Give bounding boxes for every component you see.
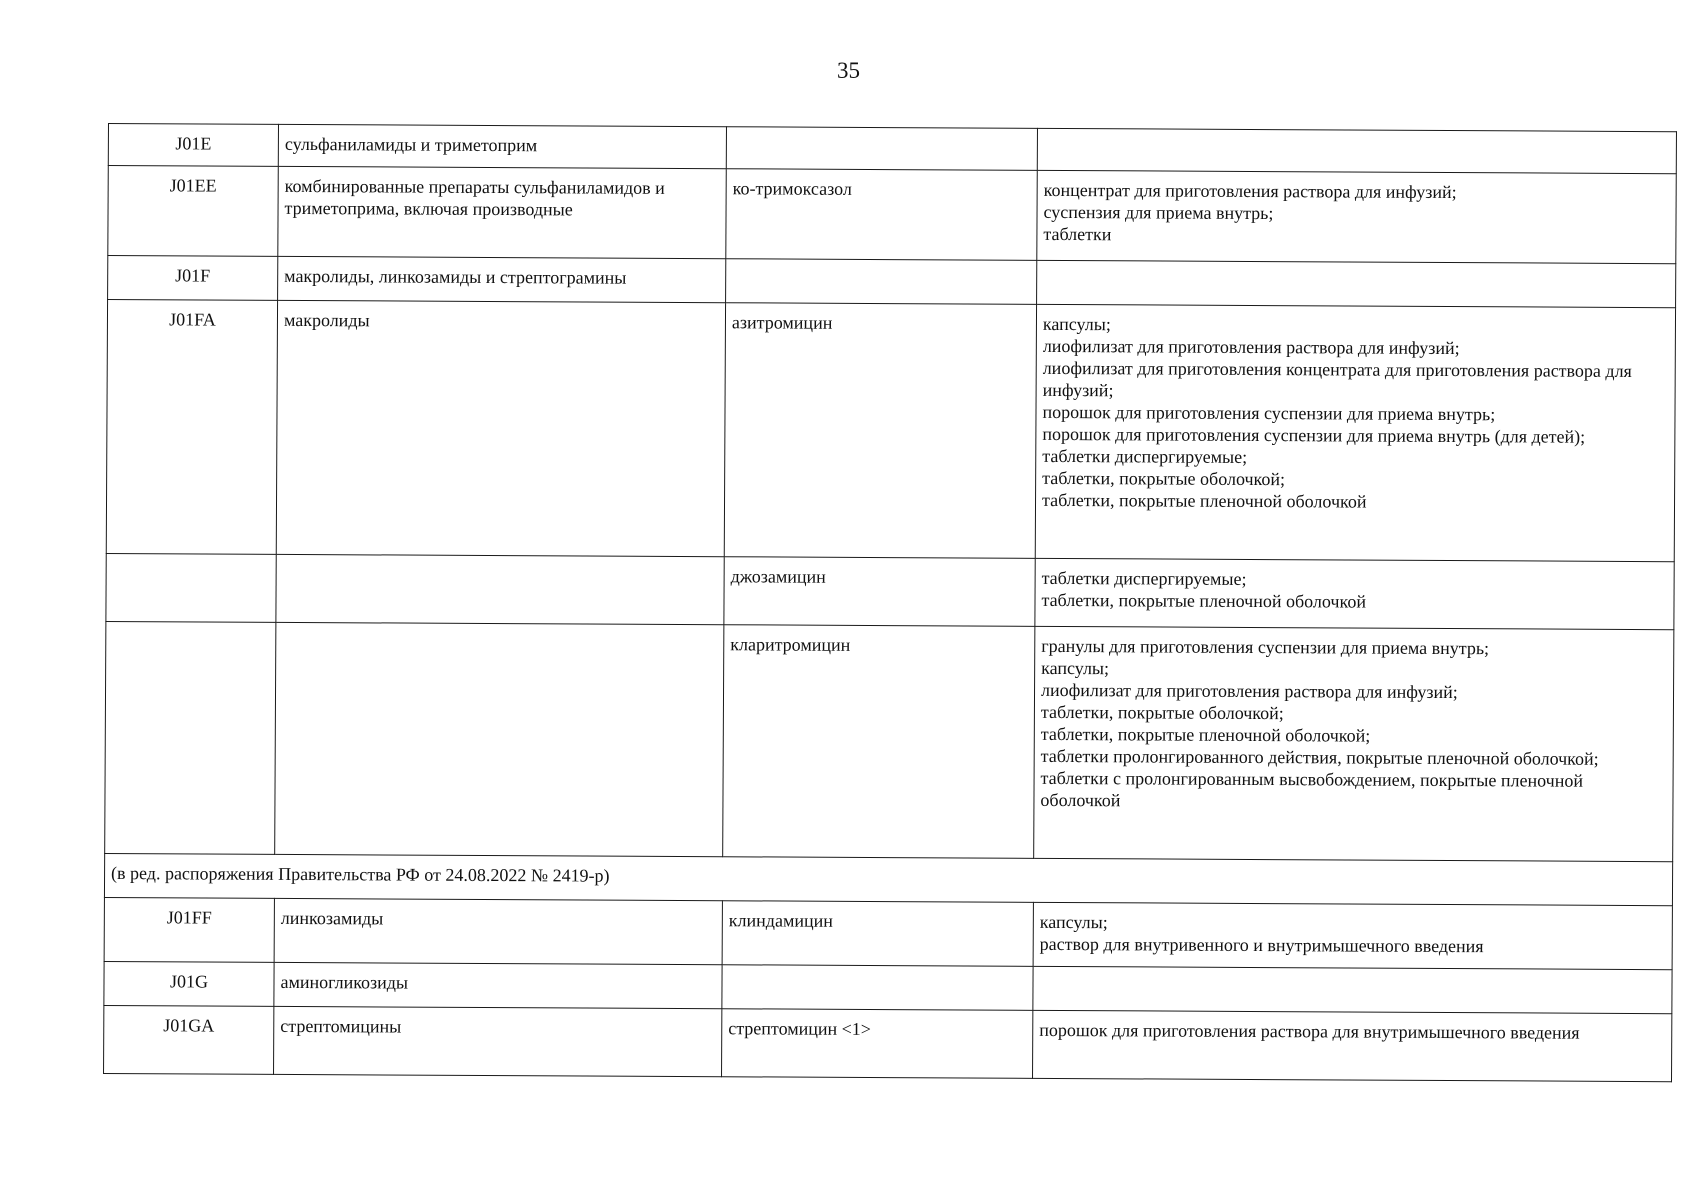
- dosage-forms-cell: [1035, 558, 1674, 629]
- group-name-cell: макролиды: [276, 300, 725, 556]
- dosage-form: таблетки, покрытые оболочкой;: [1040, 701, 1284, 724]
- dosage-form: капсулы;: [1042, 313, 1111, 335]
- dosage-form: таблетки диспергируемые;: [1042, 445, 1248, 467]
- dosage-forms-cell: [1033, 902, 1672, 969]
- table-row: [105, 621, 1674, 861]
- group-name-cell: аминогликозиды: [274, 962, 722, 1008]
- dosage-form: порошок для приготовления раствора для внутримышечного введения: [1039, 1019, 1580, 1043]
- atc-code-cell: J01E: [108, 124, 278, 167]
- dosage-form: гранулы для приготовления суспензии для приема внутрь;: [1041, 635, 1490, 659]
- dosage-form: таблетки, покрытые пленочной оболочкой;: [1040, 723, 1371, 746]
- dosage-form: порошок для приготовления суспензии для приема внутрь;: [1042, 401, 1496, 425]
- dosage-form: капсулы;: [1041, 657, 1110, 679]
- dosage-form: лиофилизат для приготовления раствора для инфузий;: [1042, 335, 1460, 359]
- atc-code-cell: J01GA: [104, 1005, 274, 1074]
- dosage-forms-cell: [1037, 170, 1676, 263]
- dosage-form: лиофилизат для приготовления концентрата для приготовления раствора для инфузий;: [1042, 357, 1632, 401]
- group-name-cell: линкозамиды: [274, 898, 722, 964]
- group-name-cell: макролиды, линкозамиды и стрептограмины: [278, 256, 726, 302]
- dosage-forms-cell: [1035, 304, 1675, 561]
- atc-code-cell: J01FF: [104, 897, 274, 962]
- dosage-form: суспензия для приема внутрь;: [1043, 201, 1274, 224]
- amendment-note: (в ред. распоряжения Правительства РФ от 24.08.2022 № 2419-р): [104, 853, 1672, 905]
- drug-name-cell: [722, 965, 1033, 1011]
- drug-name-cell: [726, 259, 1037, 305]
- drug-name-cell: кларитромицин: [723, 625, 1035, 859]
- table-body: [104, 124, 1677, 1082]
- drug-name-cell: [726, 127, 1037, 171]
- dosage-form: концентрат для приготовления раствора для инфузий;: [1043, 179, 1457, 203]
- atc-code-cell: J01FA: [106, 300, 277, 555]
- dosage-forms-cell: [1033, 1010, 1672, 1081]
- group-name-cell: [276, 554, 724, 624]
- atc-code-cell: [106, 553, 276, 622]
- drug-name-cell: клиндамицин: [722, 901, 1033, 967]
- atc-code-cell: [105, 621, 276, 854]
- table-row: [108, 166, 1676, 264]
- dosage-form: таблетки с пролонгированным высвобождением, покрытые пленочной оболочкой: [1040, 767, 1584, 811]
- group-name-cell: стрептомицины: [274, 1006, 722, 1076]
- dosage-form: таблетки диспергируемые;: [1041, 567, 1247, 589]
- dosage-form: лиофилизат для приготовления раствора для инфузий;: [1040, 679, 1458, 703]
- dosage-form: таблетки, покрытые пленочной оболочкой: [1041, 589, 1367, 612]
- drug-name-cell: ко-тримоксазол: [726, 169, 1037, 261]
- dosage-forms-cell: [1033, 966, 1672, 1013]
- dosage-form: капсулы;: [1039, 911, 1108, 933]
- group-name-cell: [275, 622, 724, 856]
- dosage-form: таблетки, покрытые пленочной оболочкой: [1041, 489, 1367, 512]
- dosage-form: таблетки, покрытые оболочкой;: [1042, 467, 1286, 490]
- dosage-forms-cell: [1034, 626, 1674, 861]
- atc-code-cell: J01G: [104, 961, 274, 1006]
- dosage-form: порошок для приготовления суспензии для приема внутрь (для детей);: [1042, 423, 1586, 447]
- table-row: [104, 1005, 1672, 1081]
- page-number: 35: [837, 58, 860, 83]
- dosage-form: раствор для внутривенного и внутримышечного введения: [1039, 933, 1484, 957]
- atc-code-cell: J01F: [108, 256, 278, 301]
- dosage-forms-cell: [1037, 128, 1676, 173]
- table-row: [106, 553, 1674, 629]
- drug-name-cell: азитромицин: [724, 303, 1036, 559]
- dosage-form: таблетки пролонгированного действия, покрытые пленочной оболочкой;: [1040, 745, 1599, 769]
- table-row: [104, 897, 1672, 969]
- atc-code-cell: J01EE: [108, 166, 278, 257]
- drug-name-cell: стрептомицин <1>: [722, 1009, 1033, 1079]
- drug-name-cell: джозамицин: [724, 557, 1035, 627]
- group-name-cell: комбинированные препараты сульфаниламидов и триметоприма, включая производные: [278, 166, 726, 258]
- dosage-forms-cell: [1037, 260, 1676, 307]
- group-name-cell: сульфаниламиды и триметоприм: [278, 124, 726, 168]
- dosage-form: таблетки: [1043, 223, 1112, 245]
- medications-table: [103, 123, 1677, 1082]
- table-row: [106, 300, 1675, 562]
